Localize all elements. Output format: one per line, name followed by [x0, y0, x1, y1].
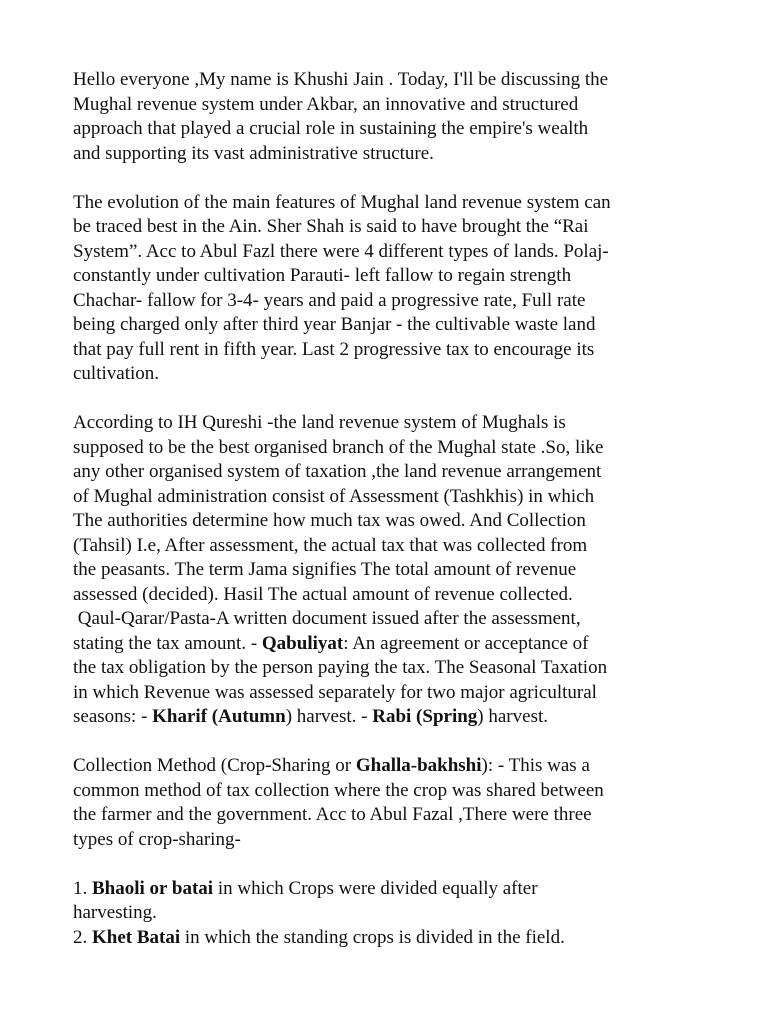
text-line: approach that played a crucial role in sustaining the empire's wealth	[73, 118, 589, 139]
list-item-continuation: harvesting.	[73, 902, 157, 923]
text-line	[73, 754, 713, 779]
list-item	[73, 926, 713, 951]
text-line: the tax obligation by the person paying the tax. The Seasonal Taxation	[73, 657, 608, 678]
text-line: supposed to be the best organised branch of the Mughal state .So, like	[73, 436, 604, 458]
text-line: the peasants. The term Jama signifies The total amount of revenue	[73, 559, 577, 580]
text-line: be traced best in the Ain. Sher Shah is said to have brought the “Rai	[73, 216, 589, 237]
text-line: According to IH Qureshi -the land revenue system of Mughals is	[73, 412, 566, 433]
text-line: Mughal revenue system under Akbar, an innovative and structured	[73, 93, 579, 115]
text-line: System”. Acc to Abul Fazl there were 4 different types of lands. Polaj-	[73, 240, 609, 262]
text-segment: Collection Method (Crop-Sharing or	[73, 755, 356, 776]
paragraph-intro	[73, 68, 713, 166]
term-rabi: Rabi (Spring	[372, 706, 478, 727]
paragraph-qureshi	[73, 411, 713, 730]
text-segment: ): - This was a	[481, 755, 590, 776]
paragraph-collection-method	[73, 754, 713, 852]
text-line	[73, 632, 713, 657]
text-line: being charged only after third year Banjar - the cultivable waste land	[73, 314, 596, 335]
text-line: common method of tax collection where the crop was shared between	[73, 779, 604, 801]
text-line: The evolution of the main features of Mughal land revenue system can	[73, 191, 611, 213]
list-text: in which the standing crops is divided in the field.	[180, 926, 565, 948]
document-page	[73, 68, 713, 950]
text-line: The authorities determine how much tax was owed. And Collection	[73, 510, 586, 531]
list-term: Khet Batai	[92, 926, 181, 948]
text-line: constantly under cultivation Parauti- left fallow to regain strength	[73, 265, 572, 286]
text-segment: ) harvest. -	[285, 706, 373, 727]
list-number: 1.	[73, 877, 92, 899]
list-text: in which Crops were divided equally after	[213, 877, 538, 899]
text-segment: stating the tax amount. -	[73, 632, 262, 654]
text-line	[73, 705, 713, 730]
term-qabuliyat: Qabuliyat	[261, 632, 344, 654]
text-line: of Mughal administration consist of Assessment (Tashkhis) in which	[73, 485, 595, 507]
text-line: the farmer and the government. Acc to Abul Fazal ,There were three	[73, 804, 592, 825]
text-line: assessed (decided). Hasil The actual amount of revenue collected.	[73, 583, 573, 605]
term-kharif: Kharif (Autumn	[152, 706, 286, 727]
paragraph-evolution	[73, 191, 713, 387]
text-line: Hello everyone ,My name is Khushi Jain . Today, I'll be discussing the	[73, 69, 609, 90]
text-line: that pay full rent in fifth year. Last 2 progressive tax to encourage its	[73, 338, 595, 360]
list-number: 2.	[73, 926, 92, 948]
text-line: in which Revenue was assessed separately for two major agricultural	[73, 681, 597, 703]
text-segment: : An agreement or acceptance of	[343, 632, 589, 654]
text-segment: ) harvest.	[477, 706, 548, 727]
text-line: types of crop-sharing-	[73, 828, 241, 850]
text-line: Chachar- fallow for 3-4- years and paid a progressive rate, Full rate	[73, 289, 586, 311]
text-line: (Tahsil) I.e, After assessment, the actual tax that was collected from	[73, 534, 588, 556]
text-segment: seasons: -	[73, 706, 153, 727]
text-line: Qaul-Qarar/Pasta-A written document issued after the assessment,	[73, 608, 581, 629]
list-item	[73, 877, 713, 902]
list-term: Bhaoli or batai	[92, 877, 214, 899]
text-line: any other organised system of taxation ,the land revenue arrangement	[73, 461, 602, 482]
term-ghalla-bakhshi: Ghalla-bakhshi	[355, 755, 482, 776]
crop-sharing-list	[73, 877, 713, 951]
text-line: and supporting its vast administrative structure.	[73, 142, 434, 164]
text-line: cultivation.	[73, 363, 160, 384]
